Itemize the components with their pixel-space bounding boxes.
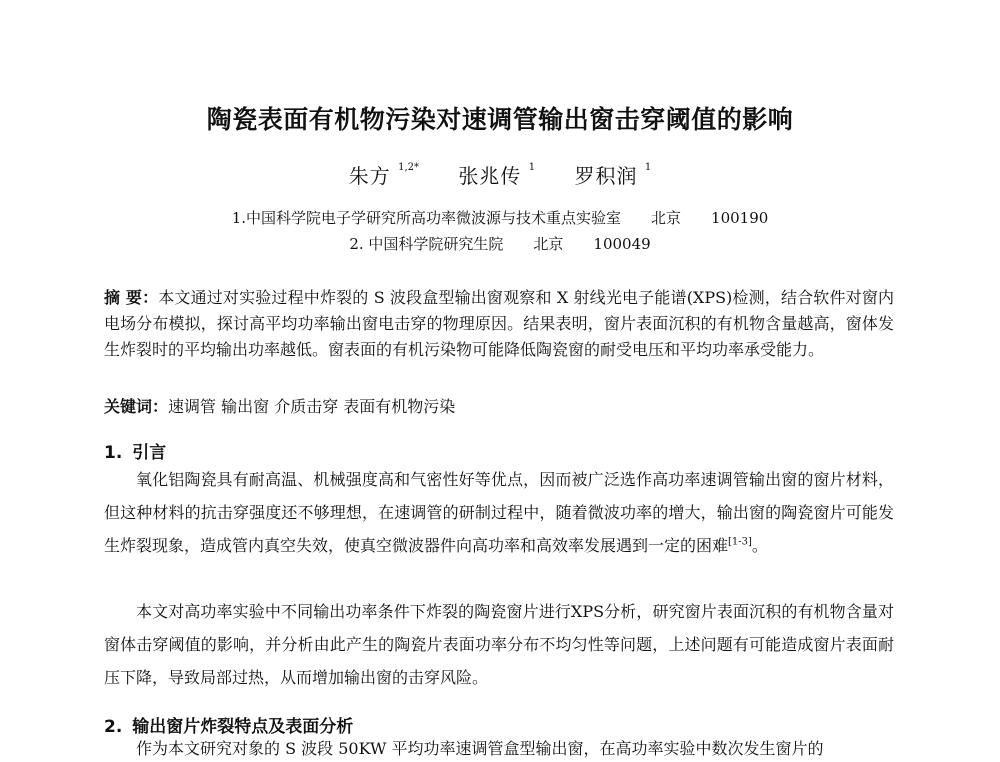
section-heading: [104, 712, 353, 737]
abstract: [104, 285, 894, 363]
body-paragraph: [104, 463, 894, 562]
affiliation-postcode: 100049: [593, 235, 651, 253]
paragraph-text: 作为本文研究对象的 S 波段 50KW 平均功率速调管盒型输出窗，在高功率实验中数次发生窗片的: [136, 739, 824, 758]
author-name: 罗积润: [574, 164, 638, 188]
author-affiliation-mark: 1: [528, 162, 536, 173]
affiliation: [0, 207, 1000, 228]
author: [349, 160, 419, 189]
paragraph-text: 。: [751, 536, 768, 555]
affiliation-postcode: 100190: [711, 209, 769, 227]
section-number: 2.: [104, 717, 123, 737]
author: [458, 160, 535, 189]
author-name: 张兆传: [458, 164, 522, 188]
abstract-label: 摘 要：: [104, 288, 159, 307]
keywords-text: 速调管 输出窗 介质击穿 表面有机物污染: [168, 397, 456, 416]
body-paragraph: [104, 595, 894, 694]
section-title: 引言: [132, 443, 167, 463]
affiliation-institution: 1.中国科学院电子学研究所高功率微波源与技术重点实验室: [231, 209, 622, 227]
paper-title: 陶瓷表面有机物污染对速调管输出窗击穿阈值的影响: [206, 105, 794, 134]
author-list: [0, 160, 1000, 189]
abstract-text: 本文通过对实验过程中炸裂的 S 波段盒型输出窗观察和 X 射线光电子能谱(XPS)检测，结合软件对窗内电场分布模拟，探讨高平均功率输出窗电击穿的物理原因。结果表明，窗片表面沉积的有机物含量越高，窗体发生炸裂时的平均输出功率越低。窗表面的有机污染物可能降低陶瓷窗的耐受电压和平均功率承受能力。: [104, 288, 894, 359]
paragraph-text: 本文对高功率实验中不同输出功率条件下炸裂的陶瓷窗片进行XPS分析，研究窗片表面沉积的有机物含量对窗体击穿阈值的影响，并分析由此产生的陶瓷片表面功率分布不均匀性等问题，上述问题有可能造成窗片表面耐压下降，导致局部过热，从而增加输出窗的击穿风险。: [104, 602, 894, 687]
section-heading: [104, 438, 166, 463]
affiliation-city: 北京: [651, 209, 682, 227]
paragraph-text: 氧化铝陶瓷具有耐高温、机械强度高和气密性好等优点，因而被广泛选作高功率速调管输出窗的窗片材料，但这种材料的抗击穿强度还不够理想，在速调管的研制过程中，随着微波功率的增大，输出窗的陶瓷窗片可能发生炸裂现象，造成管内真空失效，使真空微波器件向高功率和高效率发展遇到一定的困难: [104, 470, 894, 555]
affiliation-city: 北京: [533, 235, 564, 253]
body-paragraph: [104, 736, 894, 762]
author-name: 朱方: [348, 164, 391, 188]
keywords-label: 关键词：: [104, 397, 169, 416]
affiliation-institution: 2. 中国科学院研究生院: [349, 235, 504, 253]
affiliation: [0, 233, 1000, 254]
author: [574, 160, 651, 189]
author-affiliation-mark: 1: [644, 162, 652, 173]
section-title: 输出窗片炸裂特点及表面分析: [132, 717, 354, 737]
section-number: 1.: [104, 443, 123, 463]
keywords: [104, 394, 894, 420]
author-affiliation-mark: 1,2*: [398, 162, 420, 173]
citation-ref: [1-3]: [728, 536, 752, 548]
